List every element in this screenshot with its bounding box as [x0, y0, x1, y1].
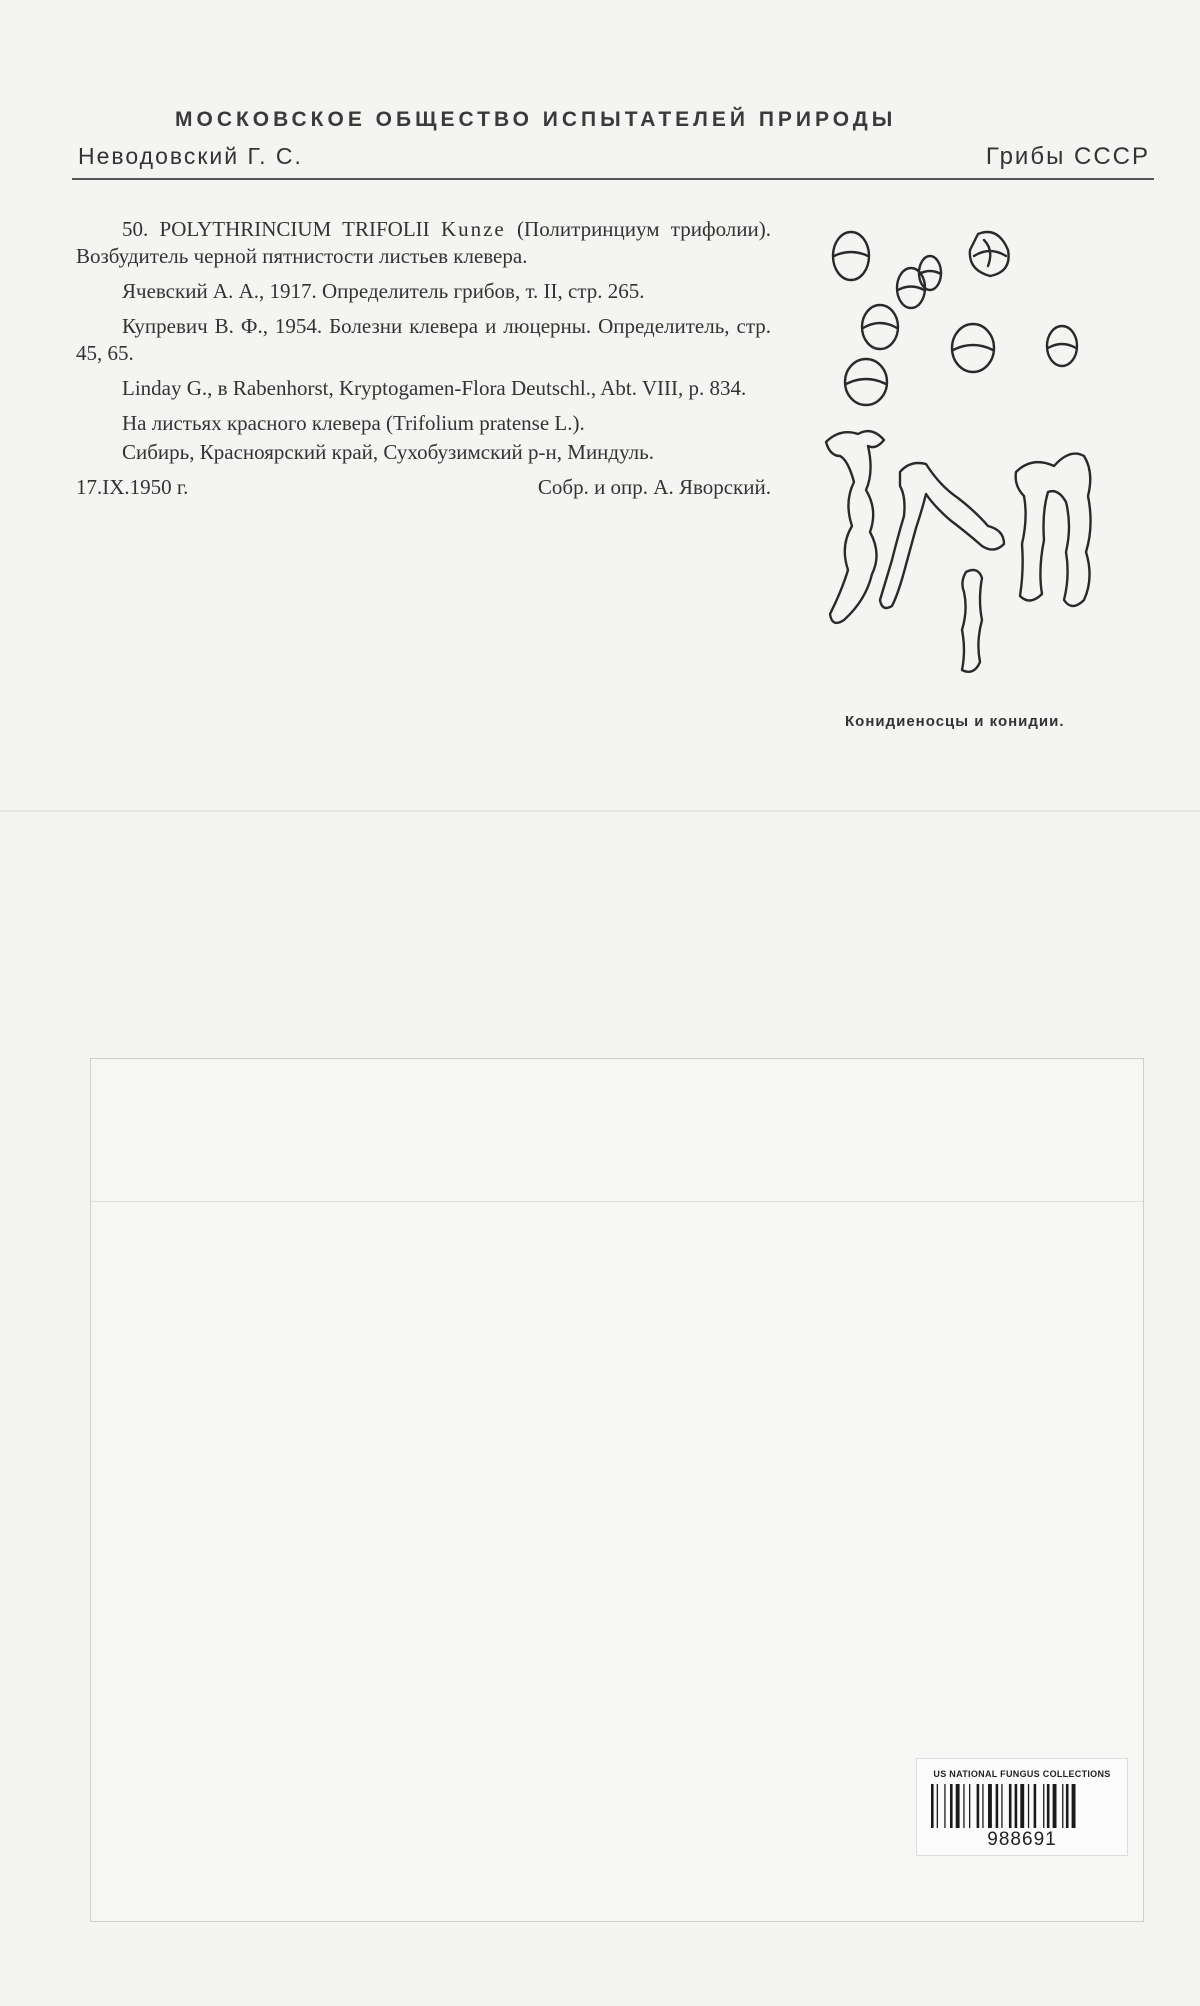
barcode-bar	[1015, 1784, 1018, 1828]
collection-date: 17.IX.1950 г.	[76, 475, 189, 499]
collection-footer	[76, 474, 771, 501]
conidia-group	[833, 232, 1077, 405]
barcode-bar	[1001, 1784, 1002, 1828]
barcode-bar	[1009, 1784, 1012, 1828]
packet-flap	[91, 1059, 1143, 1202]
barcode-bar	[1053, 1784, 1057, 1828]
barcode-bar	[1020, 1784, 1024, 1828]
barcode-bar	[988, 1784, 992, 1828]
species-description: (Политринциум трифолии). Возбудитель черной пятнистости листьев клевера.	[76, 217, 772, 268]
barcode-bar	[1028, 1784, 1029, 1828]
species-entry	[76, 216, 771, 270]
sheet-fold-line	[0, 810, 1200, 812]
species-name: 50. POLYTHRINCIUM TRIFOLII	[122, 217, 430, 241]
barcode-bar	[950, 1784, 953, 1828]
barcode-institution: US NATIONAL FUNGUS COLLECTIONS	[933, 1769, 1111, 1779]
barcode-bar	[1043, 1784, 1044, 1828]
conidia-drawing	[818, 210, 1128, 700]
barcode-bar	[996, 1784, 999, 1828]
reference-item: Ячевский А. А., 1917. Определитель грибов, т. II, стр. 265.	[122, 279, 645, 303]
barcode-label	[916, 1758, 1128, 1856]
label-text	[76, 216, 771, 501]
species-authority: Kunze	[440, 217, 506, 241]
barcode-bars	[931, 1784, 1113, 1828]
barcode-number: 988691	[987, 1829, 1057, 1850]
header-organization: МОСКОВСКОЕ ОБЩЕСТВО ИСПЫТАТЕЛЕЙ ПРИРОДЫ	[175, 108, 897, 131]
barcode-bar	[969, 1784, 970, 1828]
header-author: Неводовский Г. С.	[78, 143, 303, 169]
collector-line: Собр. и опр. А. Яворский.	[537, 475, 771, 499]
barcode-bar	[1066, 1784, 1069, 1828]
barcode-bar	[956, 1784, 960, 1828]
host-line: На листьях красного клевера (Trifolium pratense L.).	[122, 411, 585, 435]
conidiophores-group	[826, 431, 1091, 672]
barcode-bar	[982, 1784, 983, 1828]
header-series: Грибы СССР	[985, 143, 1150, 170]
barcode-bar	[963, 1784, 964, 1828]
locality-line: Сибирь, Красноярский край, Сухобузимский р-н, Миндуль.	[122, 440, 654, 464]
reference-item: Linday G., в Rabenhorst, Kryptogamen-Flora Deutschl., Abt. VIII, p. 834.	[122, 376, 747, 400]
barcode-bar	[937, 1784, 938, 1828]
barcode-bar	[1047, 1784, 1050, 1828]
barcode-bar	[977, 1784, 980, 1828]
barcode-bar	[1062, 1784, 1063, 1828]
barcode-bar	[1034, 1784, 1037, 1828]
reference-item: Купревич В. Ф., 1954. Болезни клевера и люцерны. Определитель, стр. 45, 65.	[76, 314, 771, 365]
barcode-bar	[944, 1784, 945, 1828]
barcode-bar	[931, 1784, 934, 1828]
header-divider	[72, 178, 1154, 180]
barcode-bar	[1072, 1784, 1076, 1828]
figure-caption: Конидиеносцы и конидии.	[845, 713, 1065, 730]
